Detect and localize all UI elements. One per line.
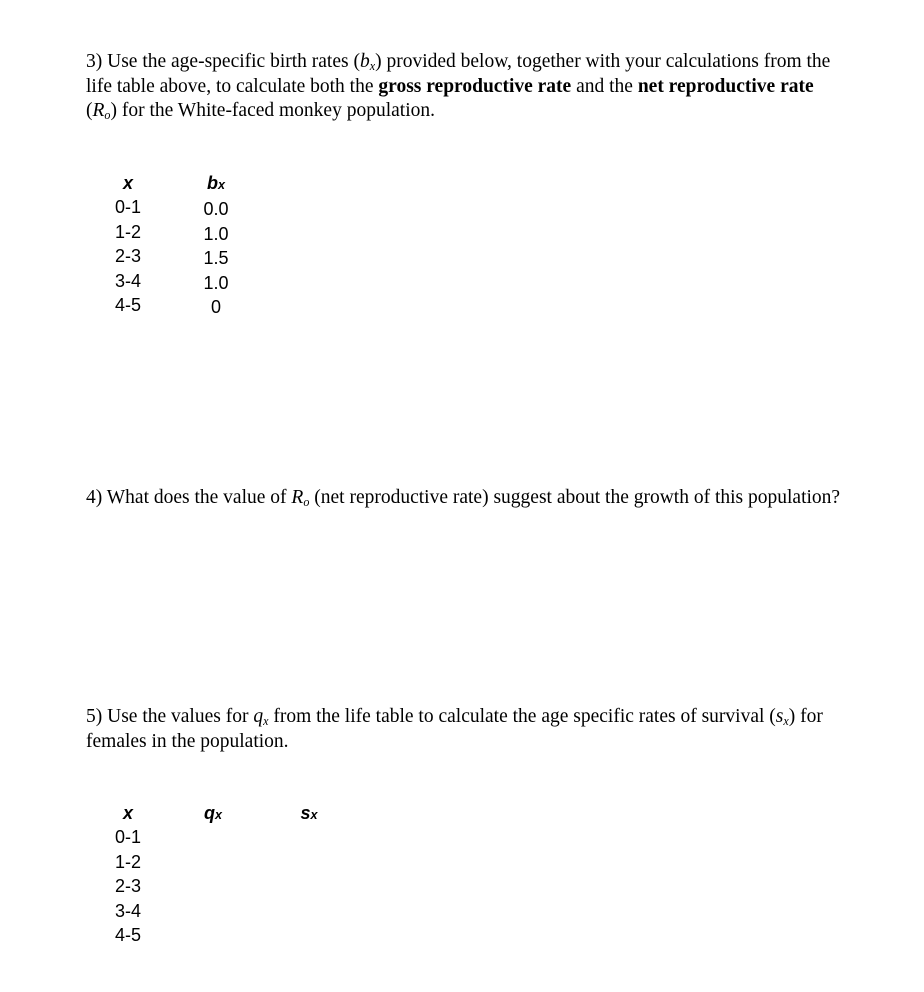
bx-cell: 1.0 [203,223,229,244]
q5-q-symbol: q [253,706,264,727]
q3-text-5: ) for the White-faced monkey population. [110,100,435,121]
q5-s-subscript: x [783,714,789,729]
age-cell: 3-4 [114,270,141,291]
q3-text-4: ( [86,100,93,121]
age-cell: 2-3 [114,246,141,267]
age-header: x [122,803,133,823]
q5-s-symbol: s [775,706,784,727]
q5-text-3: ) for females in the population. [86,706,823,752]
bx-cell: 0.0 [203,199,229,220]
q4-text-1: 4) What does the value of [86,487,292,508]
age-cell: 3-4 [114,900,141,921]
age-column [106,171,150,317]
age-cell: 2-3 [114,876,141,897]
bx-header-subscript: x [217,178,225,192]
q3-text-2: ) provided below, together with your calculations from the life table above, to calculate both the [86,51,831,97]
q3-text-1: 3) Use the age-specific birth rates ( [86,51,360,72]
age-cell: 4-5 [114,295,141,316]
qx-header-subscript: x [214,808,222,822]
q3-R-symbol: R [92,100,105,121]
q3-b-subscript: x [369,59,376,74]
age-column [106,801,150,947]
age-header: x [122,173,133,193]
bx-cell: 1.5 [203,248,229,269]
q3-text-3: and the [571,75,638,97]
q5-text-1: 5) Use the values for [86,706,254,727]
q3-bold-gross: gross reproductive rate [378,75,572,97]
age-cell: 1-2 [114,851,141,872]
qx-header [198,801,228,827]
age-cell: 4-5 [114,925,141,946]
sx-column [294,801,324,827]
bx-column [194,171,238,319]
age-cell: 0-1 [114,827,141,848]
sx-header-subscript: x [310,808,318,822]
question-4 [86,486,846,511]
sx-header [294,801,324,827]
question-3 [86,50,846,124]
qx-column [198,801,228,827]
q3-R-subscript: o [104,108,111,123]
age-cell: 1-2 [114,221,141,242]
survival-table [106,801,366,951]
q4-R-symbol: R [291,487,304,508]
q4-R-subscript: o [303,495,310,510]
bx-header-letter: b [206,173,218,193]
q3-b-symbol: b [359,51,370,72]
q5-text-2: from the life table to calculate the age specific rates of survival ( [268,706,776,727]
q5-q-subscript: x [263,714,269,729]
bx-cell: 0 [210,297,221,318]
question-5 [86,705,846,754]
q3-bold-net: net reproductive rate [637,75,814,97]
sx-header-letter: s [300,803,311,823]
q4-text-2: (net reproductive rate) suggest about the growth of this population? [309,487,841,508]
bx-cell: 1.0 [203,272,229,293]
qx-header-letter: q [203,803,215,823]
age-cell: 0-1 [114,197,141,218]
bx-header [194,171,238,197]
birth-rate-table [106,171,266,321]
